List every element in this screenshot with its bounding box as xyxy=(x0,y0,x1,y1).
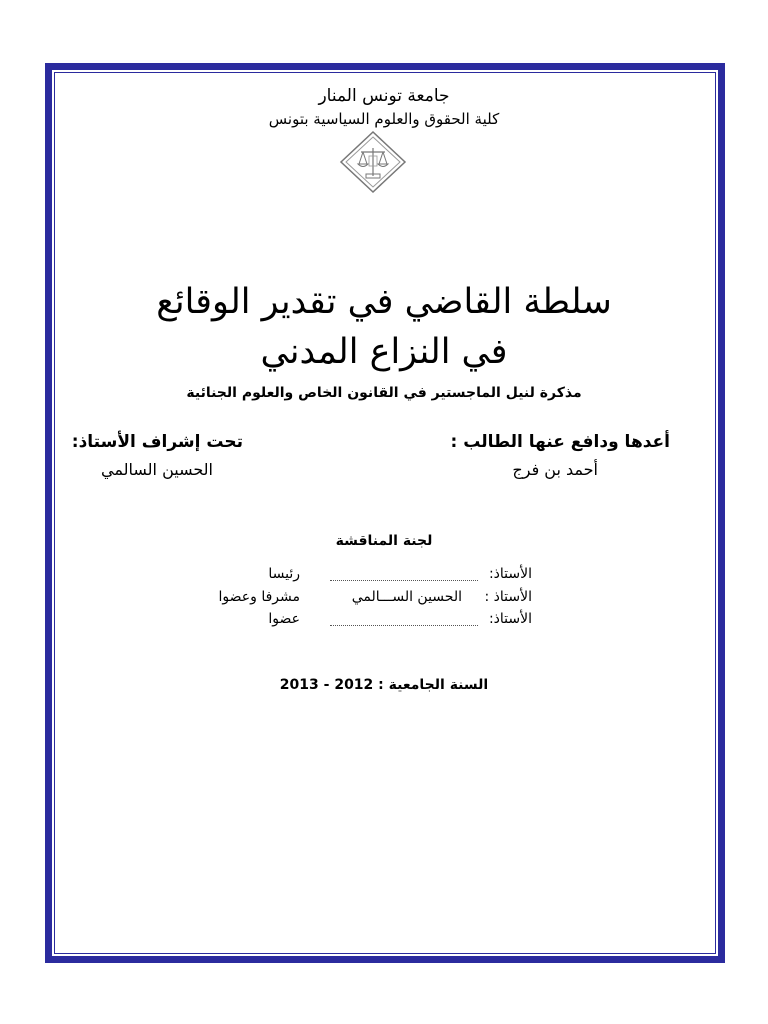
thesis-title-line2: في النزاع المدني xyxy=(260,332,508,372)
university-name: جامعة تونس المنار xyxy=(318,86,450,106)
committee-title: لجنة المناقشة xyxy=(335,533,433,549)
supervisor-label: تحت إشراف الأستاذ: xyxy=(71,432,243,452)
committee-member-label: الأستاذ : xyxy=(484,589,532,605)
thesis-subtitle: مذكرة لنيل الماجستير في القانون الخاص والعلوم الجنائية xyxy=(186,385,582,401)
faculty-name: كلية الحقوق والعلوم السياسية بتونس xyxy=(268,110,500,128)
faculty-logo-icon xyxy=(339,130,407,194)
committee-member-name: الحسين الســـالمي xyxy=(351,589,462,605)
page-border-inner xyxy=(54,72,716,954)
dotted-line xyxy=(330,625,478,626)
thesis-title-line1: سلطة القاضي في تقدير الوقائع xyxy=(156,282,612,322)
committee-role: مشرفا وعضوا xyxy=(218,589,300,605)
committee-member-label: الأستاذ: xyxy=(488,566,532,582)
committee-member-label: الأستاذ: xyxy=(488,611,532,627)
academic-year: السنة الجامعية : 2012 - 2013 xyxy=(279,677,489,693)
dotted-line xyxy=(330,580,478,581)
student-label: أعدها ودافع عنها الطالب : xyxy=(450,432,670,452)
committee-role: رئيسا xyxy=(268,566,300,582)
committee-role: عضوا xyxy=(268,611,300,627)
student-name: أحمد بن فرج xyxy=(512,460,598,479)
supervisor-name: الحسين السالمي xyxy=(101,460,213,479)
